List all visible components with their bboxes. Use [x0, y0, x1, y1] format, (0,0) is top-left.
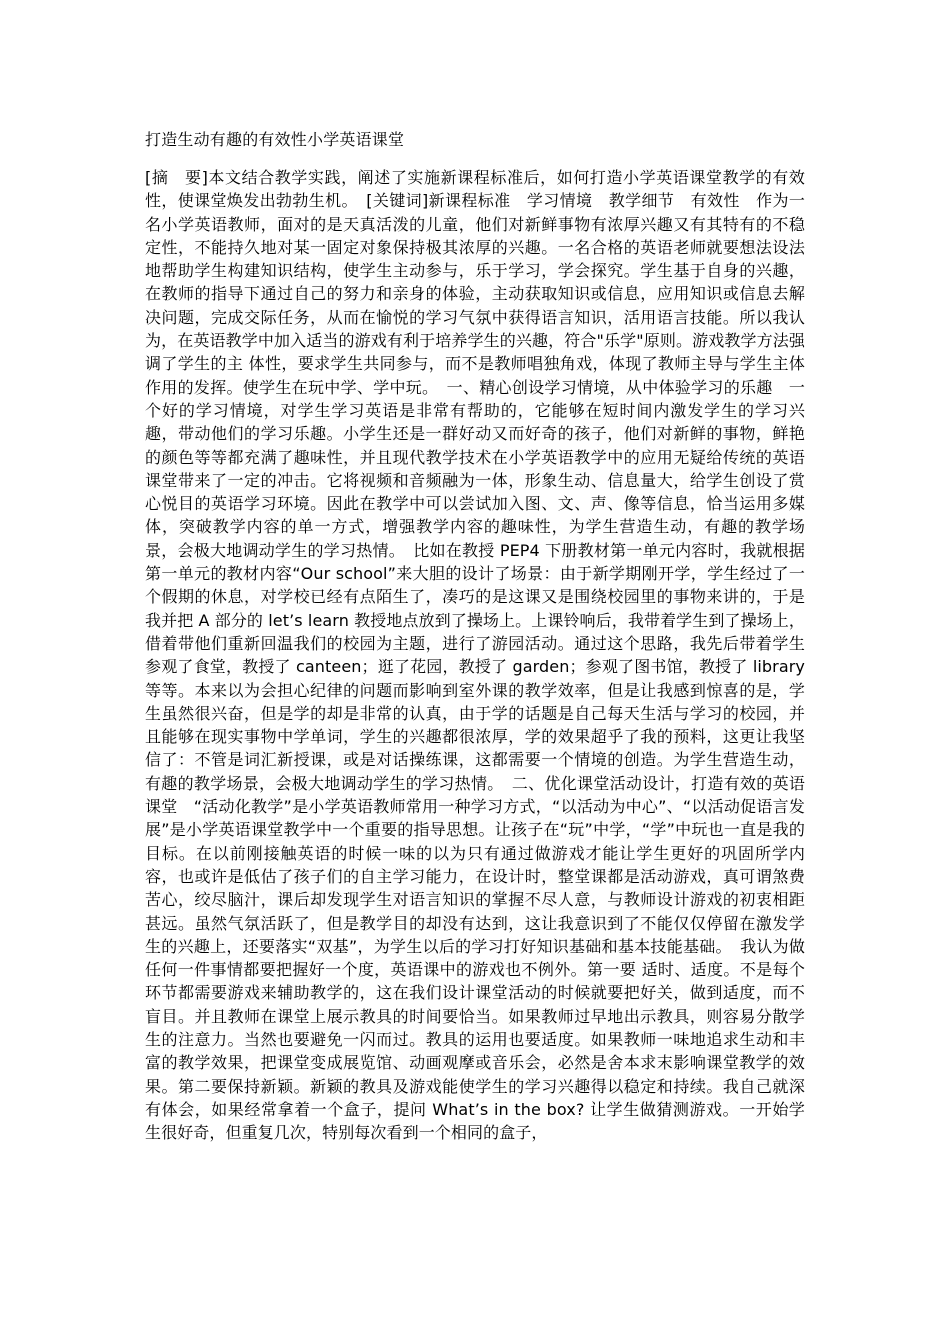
document-title: 打造生动有趣的有效性小学英语课堂 — [145, 130, 405, 149]
document-page — [145, 130, 805, 1144]
document-body: [摘 要]本文结合教学实践，阐述了实施新课程标准后，如何打造小学英语课堂教学的有效性，使课堂焕发出勃勃生机。 [关键词]新课程标准 学习情境 教学细节 有效性 作为一名小学英语教师，面对的是天真活泼的儿童，他们对新鲜事物有浓厚兴趣又有其特有的不稳定性，不能持久地对某一固定对象保持极其浓厚的兴趣。一名合格的英语老师就要想法设法地帮助学生构建知识结构，使学生主动参与，乐于学习，学会探究。学生基于自身的兴趣，在教师的指导下通过自己的努力和亲身的体验，主动获取知识或信息，应用知识或信息去解决问题，完成交际任务，从而在愉悦的学习气氛中获得语言知识，活用语言技能。所以我认为，在英语教学中加入适当的游戏有利于培养学生的兴趣，符合"乐学"原则。游戏教学方法强调了学生的主 体性，要求学生共同参与，而不是教师唱独角戏，体现了教师主导与学生主体作用的发挥。使学生在玩中学、学中玩。 一、精心创设学习情境，从中体验学习的乐趣 一个好的学习情境，对学生学习英语是非常有帮助的，它能够在短时间内激发学生的学习兴趣，带动他们的学习乐趣。小学生还是一群好动又而好奇的孩子，他们对新鲜的事物，鲜艳的颜色等等都充满了趣味性，并且现代教学技术在小学英语教学中的应用无疑给传统的英语课堂带来了一定的冲击。它将视频和音频融为一体，形象生动、信息量大，给学生创设了赏心悦目的英语学习环境。因此在教学中可以尝试加入图、文、声、像等信息，恰当运用多媒体，突破教学内容的单一方式，增强教学内容的趣味性，为学生营造生动，有趣的教学场景，会极大地调动学生的学习热情。 比如在教授 PEP4 下册教材第一单元内容时，我就根据第一单元的教材内容“Our school”来大胆的设计了场景：由于新学期刚开学，学生经过了一个假期的休息，对学校已经有点陌生了，凑巧的是这课又是围绕校园里的事物来讲的，于是我并把 A 部分的 let’s learn 教授地点放到了操场上。上课铃响后，我带着学生到了操场上，借着带他们重新回温我们的校园为主题，进行了游园活动。通过这个思路，我先后带着学生参观了食堂，教授了 canteen；逛了花园，教授了 garden；参观了图书馆，教授了 library 等等。本来以为会担心纪律的问题而影响到室外课的教学效率，但是让我感到惊喜的是，学生虽然很兴奋，但是学的却是非常的认真，由于学的话题是自己每天生活与学习的校园，并且能够在现实事物中学单词，学生的兴趣都很浓厚，学的效果超乎了我的预料，这更让我坚信了：不管是词汇新授课，或是对话操练课，这都需要一个情境的创造。为学生营造生动，有趣的教学场景，会极大地调动学生的学习热情。 二、优化课堂活动设计，打造有效的英语课堂 “活动化教学”是小学英语教师常用一种学习方式，“以活动为中心”、“以活动促语言发展”是小学英语课堂教学中一个重要的指导思想。让孩子在“玩”中学，“学”中玩也一直是我的目标。在以前刚接触英语的时候一味的以为只有通过做游戏才能让学生更好的巩固所学内容，也或许是低估了孩子们的自主学习能力，在设计时，整堂课都是活动游戏，真可谓煞费苦心，绞尽脑汁，课后却发现学生对语言知识的掌握不尽人意，与教师设计游戏的初衷相距甚远。虽然气氛活跃了，但是教学目的却没有达到，这让我意识到了不能仅仅停留在激发学生的兴趣上，还要落实“双基”，为学生以后的学习打好知识基础和基本技能基础。 我认为做任何一件事情都要把握好一个度，英语课中的游戏也不例外。第一要 适时、适度。不是每个环节都需要游戏来辅助教学的，这在我们设计课堂活动的时候就要把好关，做到适度，而不盲目。并且教师在课堂上展示教具的时间要恰当。如果教师过早地出示教具，则容易分散学生的注意力。当然也要避免一闪而过。教具的运用也要适度。如果教师一味地追求生动和丰富的教学效果，把课堂变成展览馆、动画观摩或音乐会，必然是舍本求末影响课堂教学的效果。第二要保持新颖。新颖的教具及游戏能使学生的学习兴趣得以稳定和持续。我自己就深有体会，如果经常拿着一个盒子，提问 What’s in the box? 让学生做猜测游戏。一开始学生很好奇，但重复几次，特别每次看到一个相同的盒子， — [145, 168, 805, 1143]
